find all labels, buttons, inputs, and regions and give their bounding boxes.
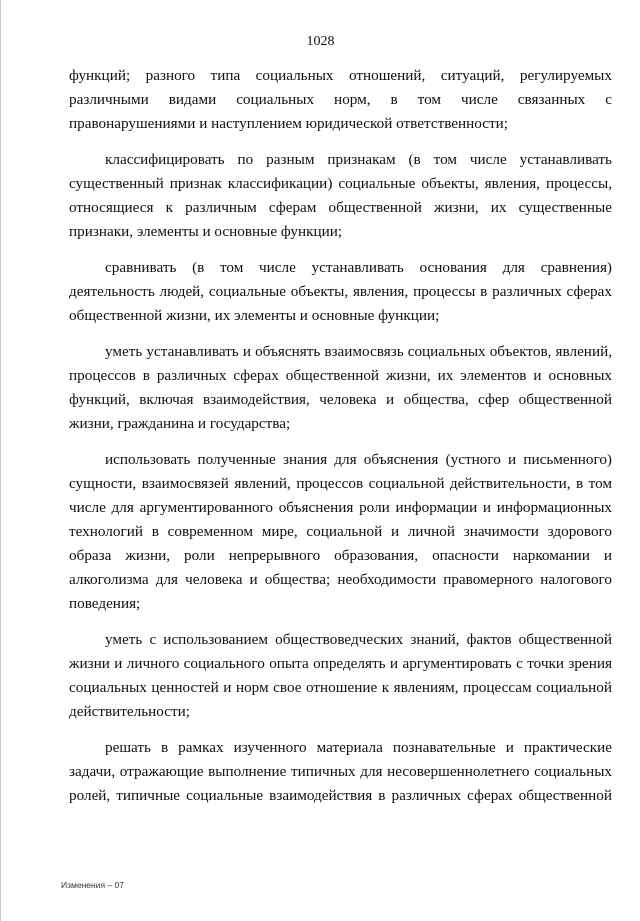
paragraph-classify: классифицировать по разным признакам (в том числе устанавливать существенный признак классификации) социальные объекты, явления, процессы, относящиеся к различным сферам общественной жизни, их существенные признаки, элементы и основные функции;: [69, 151, 612, 240]
paragraph-use-knowledge: использовать полученные знания для объяснения (устного и письменного) сущности, взаимосвязей явлений, процессов социальной действительности, в том числе для аргументированного объяснения роли информации и информационных технологий в современном мире, социальной и личной значимости здорового образа жизни, роли непрерывного образования, опасности наркомании и алкоголизма для человека и общества; необходимости правомерного налогового поведения;: [69, 451, 612, 612]
paragraph-compare: сравнивать (в том числе устанавливать основания для сравнения) деятельность людей, социальные объекты, явления, процессы в различных сферах общественной жизни, их элементы и основные функции;: [69, 259, 612, 324]
page-number: 1028: [306, 34, 335, 49]
footer-revision: Изменения – 07: [61, 880, 124, 890]
document-body: [69, 64, 612, 820]
paragraph-argue: уметь с использованием обществоведческих знаний, фактов общественной жизни и личного социального опыта определять и аргументировать с точки зрения социальных ценностей и норм свое отношение к явлениям, процессам социальной действительности;: [69, 631, 612, 720]
paragraph-interrelation: уметь устанавливать и объяснять взаимосвязь социальных объектов, явлений, процессов в различных сферах общественной жизни, их элементов и основных функций, включая взаимодействия, человека и общества, сфер общественной жизни, гражданина и государства;: [69, 343, 612, 432]
paragraph-functions: функций; разного типа социальных отношений, ситуаций, регулируемых различными видами социальных норм, в том числе связанных с правонарушениями и наступлением юридической ответственности;: [69, 67, 612, 132]
paragraph-solve: решать в рамках изученного материала познавательные и практические задачи, отражающие выполнение типичных для несовершеннолетнего социальных ролей, типичные социальные взаимодействия в различных сферах общественной: [69, 739, 612, 804]
